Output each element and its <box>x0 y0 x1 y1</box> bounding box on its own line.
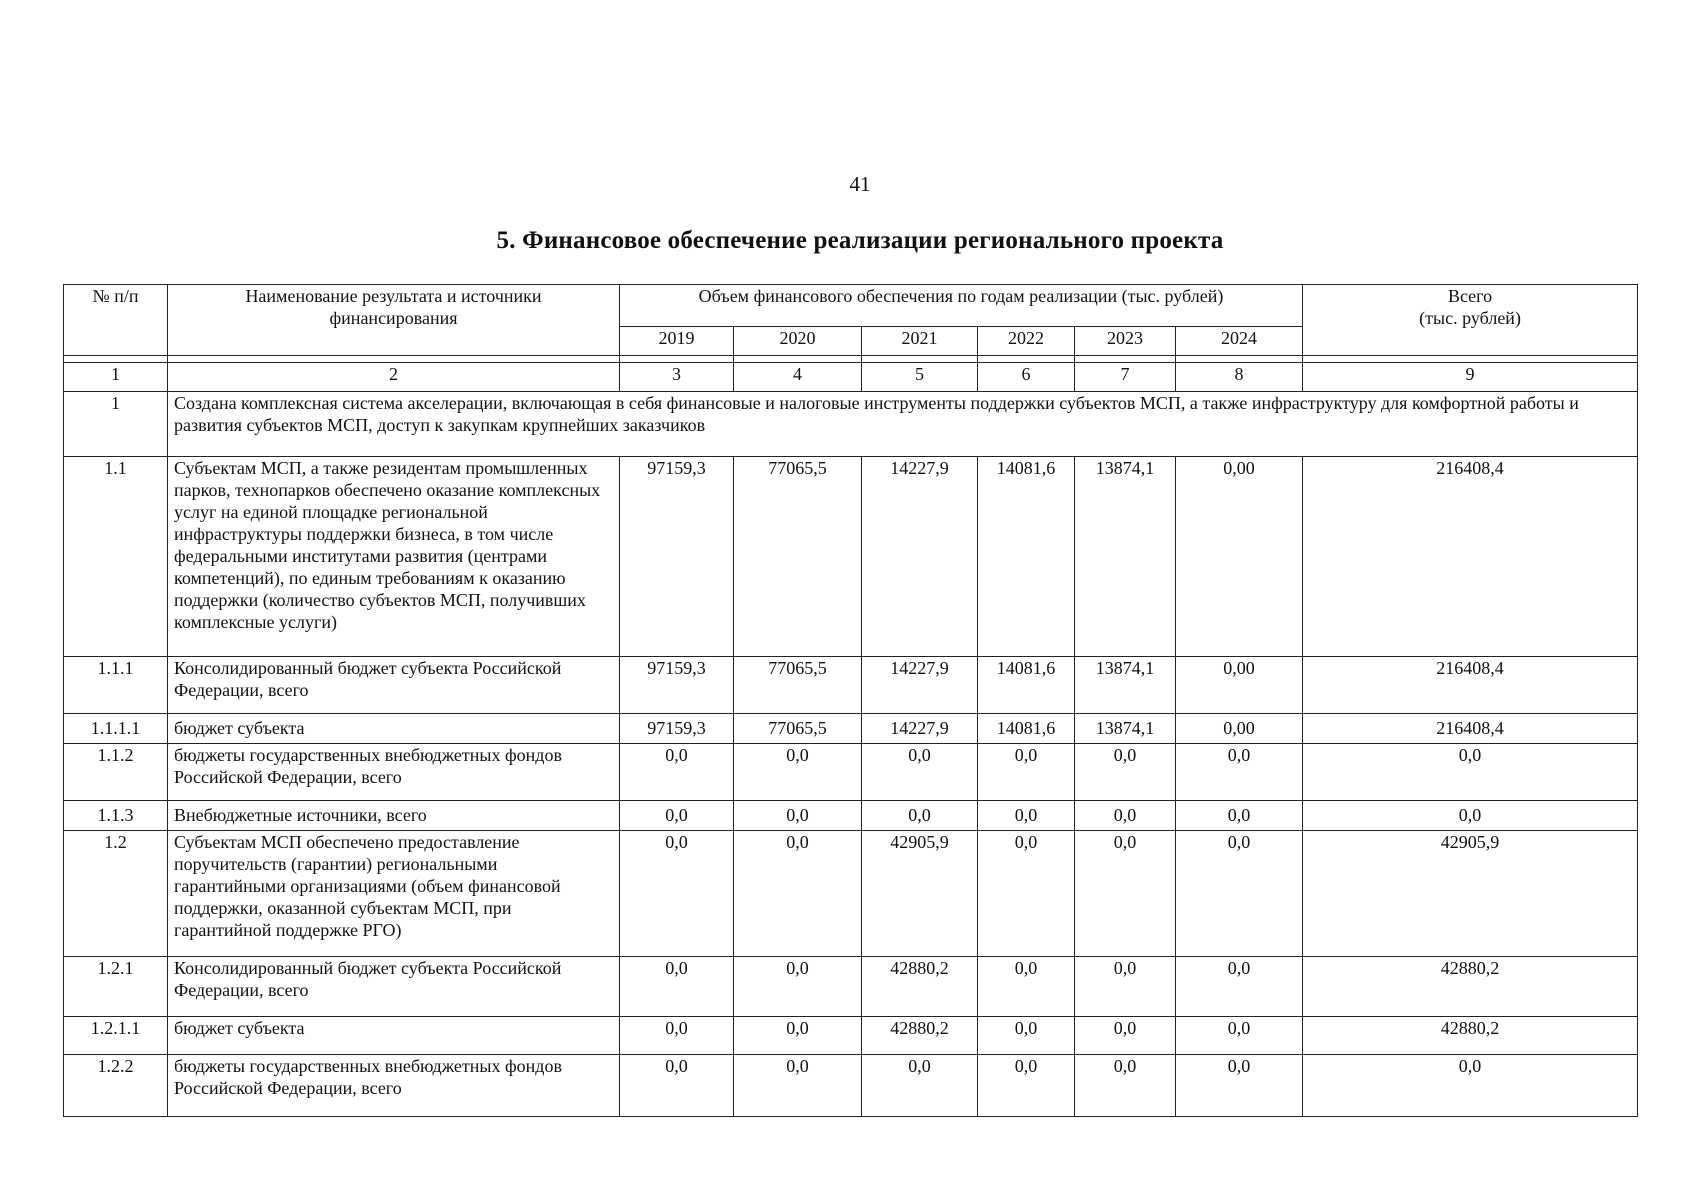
row-value-2023: 0,0 <box>1075 957 1176 1017</box>
header-year: 2021 <box>862 327 978 356</box>
row-value-2023: 0,0 <box>1075 801 1176 831</box>
header-col-name: Наименование результата и источники финансирования <box>168 285 620 356</box>
row-value-2021: 0,0 <box>862 801 978 831</box>
section-no: 1 <box>64 392 168 457</box>
row-name: бюджеты государственных внебюджетных фондов Российской Федерации, всего <box>168 744 620 801</box>
header-col-total <box>1303 285 1638 356</box>
row-value-2022: 0,0 <box>978 1055 1075 1117</box>
row-number: 1.1.1 <box>64 657 168 714</box>
section-row <box>64 392 1638 457</box>
row-number: 1.2.2 <box>64 1055 168 1117</box>
row-name: бюджеты государственных внебюджетных фондов Российской Федерации, всего <box>168 1055 620 1117</box>
row-value-2019: 0,0 <box>620 831 734 957</box>
header-year: 2022 <box>978 327 1075 356</box>
header-total-line1: Всего <box>1447 286 1493 306</box>
row-value-2019: 97159,3 <box>620 714 734 744</box>
row-number: 1.1 <box>64 457 168 657</box>
row-value-2019: 97159,3 <box>620 657 734 714</box>
row-value-2024: 0,0 <box>1176 957 1303 1017</box>
header-year: 2024 <box>1176 327 1303 356</box>
row-value-2024: 0,0 <box>1176 1055 1303 1117</box>
column-number: 3 <box>620 363 734 392</box>
column-number: 1 <box>64 363 168 392</box>
table-row <box>64 714 1638 744</box>
table-row <box>64 744 1638 801</box>
row-value-2023: 0,0 <box>1075 1055 1176 1117</box>
row-value-2020: 0,0 <box>734 831 862 957</box>
row-name: бюджет субъекта <box>168 1017 620 1055</box>
row-value-2022: 0,0 <box>978 1017 1075 1055</box>
row-value-2023: 0,0 <box>1075 831 1176 957</box>
row-total: 216408,4 <box>1303 457 1638 657</box>
row-value-2020: 0,0 <box>734 1017 862 1055</box>
row-value-2019: 0,0 <box>620 801 734 831</box>
row-value-2022: 0,0 <box>978 744 1075 801</box>
row-value-2020: 0,0 <box>734 957 862 1017</box>
header-year: 2019 <box>620 327 734 356</box>
header-col-volume: Объем финансового обеспечения по годам реализации (тыс. рублей) <box>620 285 1303 327</box>
header-year: 2020 <box>734 327 862 356</box>
row-total: 42905,9 <box>1303 831 1638 957</box>
header-gap <box>64 356 1638 363</box>
header-year: 2023 <box>1075 327 1176 356</box>
row-name: Внебюджетные источники, всего <box>168 801 620 831</box>
financing-table <box>63 284 1638 1117</box>
row-value-2019: 0,0 <box>620 1017 734 1055</box>
row-value-2022: 14081,6 <box>978 457 1075 657</box>
row-value-2024: 0,0 <box>1176 744 1303 801</box>
row-total: 216408,4 <box>1303 714 1638 744</box>
row-number: 1.1.1.1 <box>64 714 168 744</box>
column-numbers-row <box>64 363 1638 392</box>
row-name: Консолидированный бюджет субъекта Российской Федерации, всего <box>168 957 620 1017</box>
row-total: 216408,4 <box>1303 657 1638 714</box>
row-value-2021: 14227,9 <box>862 657 978 714</box>
row-value-2021: 14227,9 <box>862 457 978 657</box>
header-row <box>64 285 1638 327</box>
row-value-2024: 0,00 <box>1176 714 1303 744</box>
column-number: 7 <box>1075 363 1176 392</box>
row-value-2023: 13874,1 <box>1075 457 1176 657</box>
row-value-2024: 0,0 <box>1176 1017 1303 1055</box>
row-value-2021: 14227,9 <box>862 714 978 744</box>
row-total: 42880,2 <box>1303 957 1638 1017</box>
row-value-2020: 77065,5 <box>734 714 862 744</box>
row-name: Консолидированный бюджет субъекта Российской Федерации, всего <box>168 657 620 714</box>
table-row <box>64 1017 1638 1055</box>
column-number: 6 <box>978 363 1075 392</box>
row-value-2021: 0,0 <box>862 744 978 801</box>
row-value-2024: 0,0 <box>1176 801 1303 831</box>
row-total: 0,0 <box>1303 1055 1638 1117</box>
header-col-no: № п/п <box>64 285 168 356</box>
row-value-2022: 14081,6 <box>978 714 1075 744</box>
row-value-2021: 0,0 <box>862 1055 978 1117</box>
row-number: 1.2.1.1 <box>64 1017 168 1055</box>
row-value-2024: 0,00 <box>1176 657 1303 714</box>
row-number: 1.2 <box>64 831 168 957</box>
row-value-2020: 0,0 <box>734 744 862 801</box>
row-value-2019: 0,0 <box>620 957 734 1017</box>
table-row <box>64 957 1638 1017</box>
row-value-2022: 14081,6 <box>978 657 1075 714</box>
row-value-2024: 0,00 <box>1176 457 1303 657</box>
row-value-2019: 0,0 <box>620 744 734 801</box>
row-number: 1.1.2 <box>64 744 168 801</box>
column-number: 9 <box>1303 363 1638 392</box>
row-value-2023: 13874,1 <box>1075 657 1176 714</box>
row-value-2023: 0,0 <box>1075 1017 1176 1055</box>
column-number: 2 <box>168 363 620 392</box>
row-value-2022: 0,0 <box>978 801 1075 831</box>
row-value-2020: 77065,5 <box>734 457 862 657</box>
row-number: 1.1.3 <box>64 801 168 831</box>
table-row <box>64 657 1638 714</box>
page-title: 5. Финансовое обеспечение реализации регионального проекта <box>496 227 1224 254</box>
column-number: 8 <box>1176 363 1303 392</box>
row-value-2020: 0,0 <box>734 801 862 831</box>
table-row <box>64 801 1638 831</box>
page-number: 41 <box>849 172 871 196</box>
row-name: Субъектам МСП, а также резидентам промышленных парков, технопарков обеспечено оказание комплексных услуг на единой площадке региональной инфраструктуры поддержки бизнеса, в том числе федеральными институтами развития (центрами компетенций), по единым требованиям к оказанию поддержки (количество субъектов МСП, получивших комплексные услуги) <box>168 457 620 657</box>
column-number: 4 <box>734 363 862 392</box>
column-number: 5 <box>862 363 978 392</box>
row-total: 42880,2 <box>1303 1017 1638 1055</box>
row-value-2023: 0,0 <box>1075 744 1176 801</box>
table-row <box>64 457 1638 657</box>
row-value-2021: 42880,2 <box>862 957 978 1017</box>
row-value-2020: 0,0 <box>734 1055 862 1117</box>
row-value-2019: 97159,3 <box>620 457 734 657</box>
row-name: Субъектам МСП обеспечено предоставление поручительств (гарантии) региональными гарантийными организациями (объем финансовой поддержки, оказанной субъектам МСП, при гарантийной поддержке РГО) <box>168 831 620 957</box>
section-text: Создана комплексная система акселерации, включающая в себя финансовые и налоговые инструменты поддержки субъектов МСП, а также инфраструктуру для комфортной работы и развития субъектов МСП, доступ к закупкам крупнейших заказчиков <box>168 392 1638 457</box>
row-value-2021: 42905,9 <box>862 831 978 957</box>
header-total-line2: (тыс. рублей) <box>1419 308 1521 328</box>
row-name: бюджет субъекта <box>168 714 620 744</box>
row-value-2021: 42880,2 <box>862 1017 978 1055</box>
row-value-2024: 0,0 <box>1176 831 1303 957</box>
row-value-2022: 0,0 <box>978 831 1075 957</box>
row-value-2023: 13874,1 <box>1075 714 1176 744</box>
row-total: 0,0 <box>1303 744 1638 801</box>
table-row <box>64 1055 1638 1117</box>
row-value-2020: 77065,5 <box>734 657 862 714</box>
row-value-2022: 0,0 <box>978 957 1075 1017</box>
row-value-2019: 0,0 <box>620 1055 734 1117</box>
row-total: 0,0 <box>1303 801 1638 831</box>
table-row <box>64 831 1638 957</box>
row-number: 1.2.1 <box>64 957 168 1017</box>
